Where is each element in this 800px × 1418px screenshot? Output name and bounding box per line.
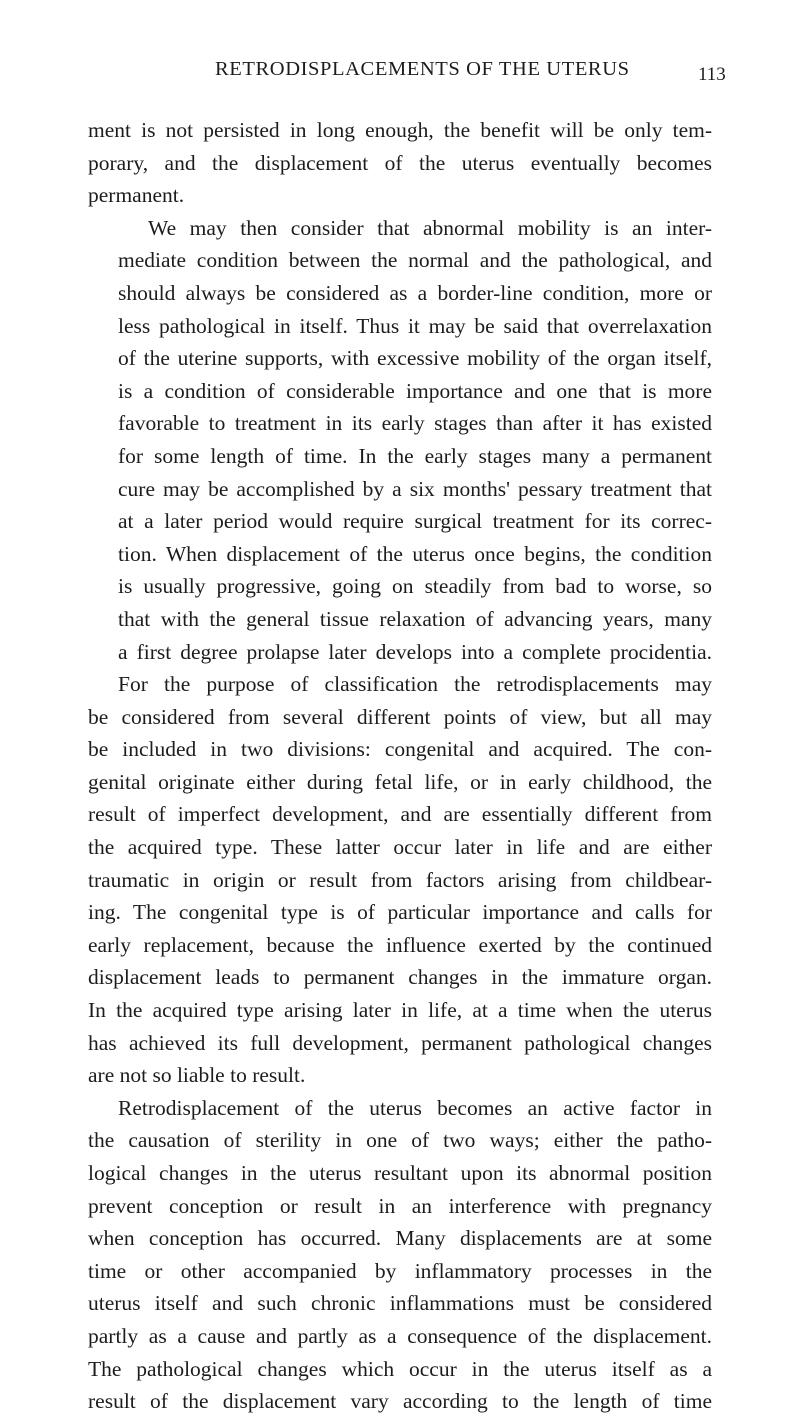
text-line: mediate condition between the normal and the pathological, and bbox=[118, 248, 712, 273]
text-line: Retrodisplacement of the uterus becomes an active factor in bbox=[118, 1095, 712, 1120]
paragraph-1 bbox=[88, 114, 712, 212]
text-line: uterus itself and such chronic inflammations must be considered bbox=[88, 1291, 712, 1316]
text-line: We may then consider that abnormal mobility is an inter- bbox=[148, 215, 712, 240]
text-line: of the uterine supports, with excessive mobility of the organ itself, bbox=[118, 346, 712, 371]
text-line: genital originate either during fetal life, or in early childhood, the bbox=[88, 769, 712, 794]
text-line: The pathological changes which occur in the uterus itself as a bbox=[88, 1356, 712, 1381]
text-line: logical changes in the uterus resultant upon its abnormal position bbox=[88, 1161, 712, 1185]
text-line: less pathological in itself. Thus it may be said that overrelaxation bbox=[118, 313, 712, 338]
paragraph-4 bbox=[88, 1092, 712, 1418]
text-line: partly as a cause and partly as a consequence of the displacement. bbox=[88, 1323, 712, 1348]
text-line: be considered from several different points of view, but all may bbox=[88, 704, 712, 729]
text-line: For the purpose of classification the retrodisplacements may bbox=[118, 672, 712, 697]
text-line: ing. The congenital type is of particular importance and calls for bbox=[88, 900, 712, 925]
text-line: for some length of time. In the early stages many a permanent bbox=[118, 443, 712, 468]
text-line: ment is not persisted in long enough, the benefit will be only tem- bbox=[88, 118, 712, 142]
body-text bbox=[88, 114, 712, 1418]
text-line: permanent. bbox=[88, 183, 185, 208]
text-line: porary, and the displacement of the uterus eventually becomes bbox=[88, 150, 712, 175]
running-head bbox=[0, 58, 800, 88]
text-line: prevent conception or result in an interference with pregnancy bbox=[88, 1193, 712, 1218]
text-line: be included in two divisions: congenital and acquired. The con- bbox=[88, 737, 712, 762]
text-line: at a later period would require surgical treatment for its correc- bbox=[118, 509, 712, 534]
text-line: traumatic in origin or result from factors arising from childbear- bbox=[88, 867, 712, 892]
text-line: should always be considered as a border-line condition, more or bbox=[118, 280, 712, 305]
text-line: displacement leads to permanent changes in the immature organ. bbox=[88, 965, 712, 990]
paragraph-2 bbox=[88, 212, 712, 668]
text-line: are not so liable to result. bbox=[88, 1063, 306, 1088]
text-line: when conception has occurred. Many displacements are at some bbox=[88, 1226, 712, 1251]
text-line: result of imperfect development, and are essentially different from bbox=[88, 802, 712, 827]
text-line: is a condition of considerable importance and one that is more bbox=[118, 378, 712, 403]
text-line: early replacement, because the influence exerted by the continued bbox=[88, 932, 712, 957]
page-number: 113 bbox=[698, 64, 726, 85]
text-line: result of the displacement vary according to the length of time bbox=[88, 1389, 712, 1414]
text-line: is usually progressive, going on steadily from bad to worse, so bbox=[118, 574, 712, 599]
text-line: that with the general tissue relaxation of advancing years, many bbox=[118, 606, 712, 631]
text-line: the causation of sterility in one of two ways; either the patho- bbox=[88, 1128, 712, 1153]
text-line: a first degree prolapse later develops into a complete procidentia. bbox=[118, 639, 712, 664]
text-line: cure may be accomplished by a six months' pessary treatment that bbox=[118, 476, 712, 501]
text-line: tion. When displacement of the uterus once begins, the condition bbox=[118, 541, 712, 566]
running-title: RETRODISPLACEMENTS OF THE UTERUS bbox=[215, 58, 630, 80]
text-line: has achieved its full development, permanent pathological changes bbox=[88, 1030, 712, 1055]
paragraph-3 bbox=[88, 668, 712, 1092]
text-line: favorable to treatment in its early stages than after it has existed bbox=[118, 411, 712, 436]
text-line: In the acquired type arising later in life, at a time when the uterus bbox=[88, 998, 712, 1023]
text-line: the acquired type. These latter occur later in life and are either bbox=[88, 835, 712, 860]
text-line: time or other accompanied by inflammatory processes in the bbox=[88, 1258, 712, 1283]
